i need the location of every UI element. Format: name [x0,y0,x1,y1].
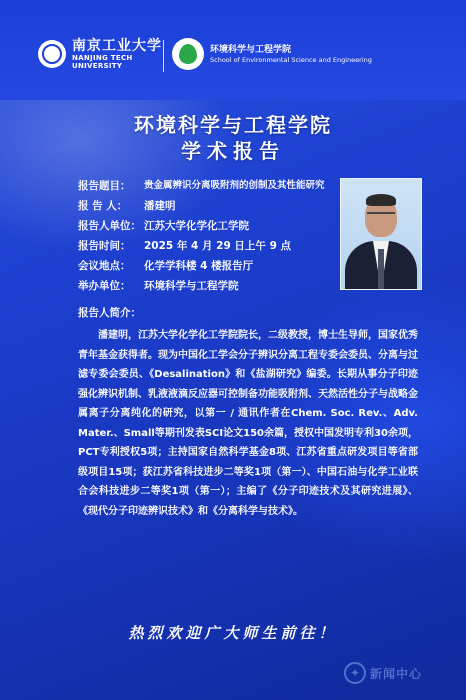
university-name-en: NANJING TECH UNIVERSITY [72,54,133,70]
info-value: 环境科学与工程学院 [144,280,239,292]
school-name-cn: 环境科学与工程学院 [210,44,292,55]
info-row-host [78,276,338,296]
info-label: 报 告 人： [78,200,128,212]
info-block [78,176,338,296]
watermark [344,662,422,684]
info-row-affiliation [78,216,338,236]
watermark-text: 新闻中心 [370,666,423,681]
bio-text: 潘建明，江苏大学化学化工学院院长，二级教授，博士生导师，国家优秀青年基金获得者。现为中国化工学会分子辨识分离工程专委会委员、分离与过滤专委会委员、《Desalination》和《盐湖研究》编委。长期从事分子印迹强化辨识机制、乳液液滴反应器可控制备功能吸附剂、天然活性分子与战略金属离子分离纯化的研究，以第一 / 通讯作者在Chem. Soc. Rev.、Adv. Mater.、Small等期刊发表SCI论文150余篇，授权中国发明专利30余项，PCT专利授权5项；主持国家自然科学基金8项、江苏省重点研发项目等省部级项目15项；获江苏省科技进步二等奖1项（第一）、中国石油与化学工业联合会科技进步二等奖1项（第一）；主编了《分子印迹技术及其研究进展》、《现代分子印迹辨识技术》和《分离科学与技术》。 [78,330,418,517]
info-row-venue [78,256,338,276]
info-value: 潘建明 [144,200,176,212]
info-label: 报告题目： [78,180,131,192]
info-label: 报告时间： [78,240,131,252]
header [0,0,466,100]
university-seal-icon [38,40,66,68]
school-emblem-icon [172,38,204,70]
university-logo [38,38,162,70]
page-title [0,112,466,164]
school-name-en: School of Environmental Science and Engineering [210,55,372,64]
watermark-logo-icon: ✦ [344,662,366,684]
info-row-time [78,236,338,256]
info-value: 化学学科楼 4 楼报告厅 [144,260,254,272]
bio-label: 报告人简介： [78,307,141,319]
info-value: 2025 年 4 月 29 日上午 9 点 [144,240,292,252]
logo-divider [163,40,164,72]
school-logo [172,38,372,70]
title-line-2: 学术报告 [181,139,285,163]
welcome-slogan: 热烈欢迎广大师生前往！ [128,624,338,642]
info-value: 江苏大学化学化工学院 [144,220,249,232]
info-value: 贵金属辨识分离吸附剂的创制及其性能研究 [144,180,325,191]
speaker-photo [340,178,422,290]
title-line-1: 环境科学与工程学院 [134,113,332,137]
university-name-cn: 南京工业大学 [72,38,162,54]
info-label: 举办单位： [78,280,131,292]
info-label: 报告人单位： [78,220,141,232]
info-row-speaker [78,196,338,216]
info-label: 会议地点： [78,260,131,272]
speaker-bio [78,304,418,521]
info-row-topic [78,176,338,196]
